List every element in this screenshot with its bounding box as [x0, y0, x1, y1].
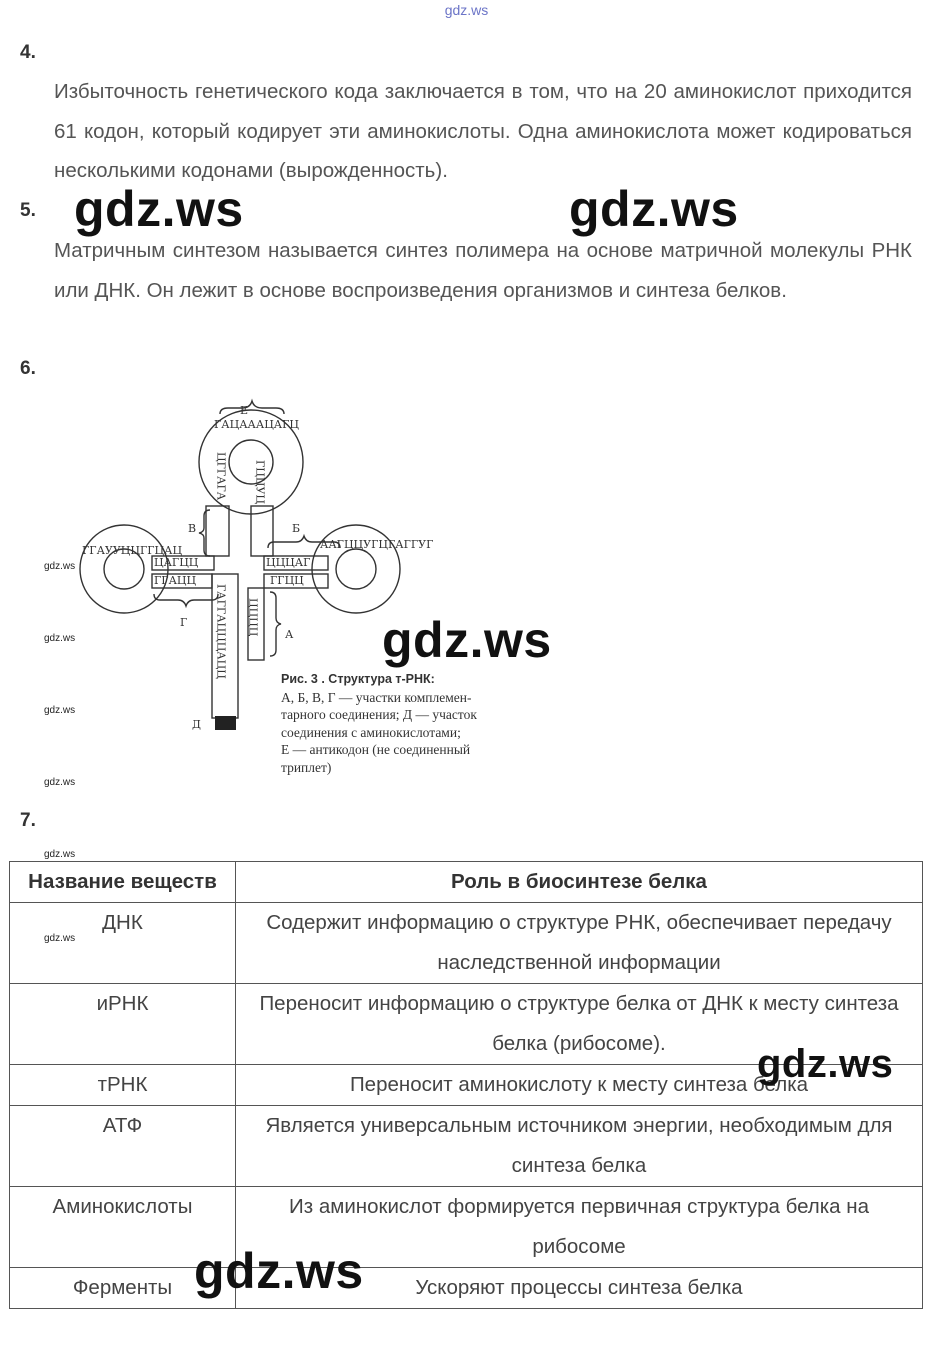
- header-role: Роль в биосинтезе белка: [236, 862, 923, 903]
- watermark: gdz.ws: [74, 181, 244, 237]
- cell-substance: АТФ: [10, 1106, 236, 1187]
- watermark-small: gdz.ws: [44, 633, 76, 644]
- question-4-number: 4.: [20, 42, 36, 63]
- strand-right-lower: ГГЦЦ: [270, 574, 304, 587]
- watermark-small: gdz.ws: [44, 933, 76, 944]
- strand-top-loop: ГАЦАААЦАГЦ: [214, 418, 299, 431]
- watermark-small: gdz.ws: [44, 849, 76, 860]
- question-7-number: 7.: [20, 810, 36, 831]
- cell-substance: тРНК: [10, 1065, 236, 1106]
- question-5-answer: Матричным синтезом называется синтез полимера на основе матричной молекулы РНК или ДНК. Он лежит в основе воспроизведения организмов и синтеза белков.: [54, 239, 912, 302]
- strand-top-left: ЦГГАГА: [214, 452, 228, 501]
- strand-top-right: ГЦЦУЦ: [253, 460, 267, 505]
- watermark: gdz.ws: [569, 181, 739, 237]
- watermark-small: gdz.ws: [44, 777, 76, 788]
- question-5-number: 5.: [20, 200, 36, 221]
- header-substance-name: Название веществ: [10, 862, 236, 903]
- cell-substance: иРНК: [10, 984, 236, 1065]
- region-label-v: В: [188, 522, 197, 535]
- cell-role: Переносит аминокислоту к месту синтеза белка: [236, 1065, 923, 1106]
- cell-role: Содержит информацию о структуре РНК, обеспечивает передачу наследственной информации: [236, 903, 923, 984]
- table-row: [10, 1187, 923, 1268]
- region-label-a: А: [285, 628, 294, 641]
- watermark-small: gdz.ws: [44, 705, 76, 716]
- figure-caption-title: Рис. 3 . Структура т-РНК:: [281, 672, 435, 686]
- region-label-e: Е: [240, 404, 249, 417]
- cell-substance: Ферменты: [10, 1268, 236, 1309]
- strand-stem-right: ЦЦЦЦ: [246, 598, 260, 637]
- table-header-row: [10, 862, 923, 903]
- region-label-g: Г: [180, 616, 188, 629]
- cell-role: Является универсальным источником энергии, необходимым для синтеза белка: [236, 1106, 923, 1187]
- strand-left-lower: ГГАЦЦ: [154, 574, 197, 587]
- question-4-answer: Избыточность генетического кода заключается в том, что на 20 аминокислот приходится 61 кодон, который кодирует эти аминокислоты. Одна аминокислота может кодироваться несколькими кодонами (вырожденность).: [54, 80, 912, 182]
- strand-stem-left: ГАГГАЦЦЦАЦЦ: [214, 584, 228, 679]
- strand-left-loop: ГГАУУЦЦГГЦАЦ: [82, 544, 183, 557]
- figure-caption: [281, 670, 551, 776]
- strand-right-loop: ААГЦЦУГЦГАГГУГ: [320, 538, 434, 551]
- cell-role: Ускоряют процессы синтеза белка: [236, 1268, 923, 1309]
- watermark-small: gdz.ws: [44, 561, 76, 572]
- watermark: gdz.ws: [382, 612, 552, 668]
- table-row: [10, 1268, 923, 1309]
- figure-caption-line: соединения с аминокислотами;: [281, 724, 461, 740]
- figure-caption-line: тарного соединения; Д — участок: [281, 707, 477, 722]
- table-row: [10, 1106, 923, 1187]
- strand-left-upper: ЦАГЦЦ: [154, 556, 199, 569]
- strand-right-upper: ЦЦЦАГ: [266, 556, 311, 569]
- cell-role: Из аминокислот формируется первичная структура белка на рибосоме: [236, 1187, 923, 1268]
- figure-caption-line: Е — антикодон (не соединенный: [281, 742, 471, 757]
- cell-role: Переносит информацию о структуре белка от ДНК к месту синтеза белка (рибосоме).: [236, 984, 923, 1065]
- region-label-d: Д: [192, 718, 201, 731]
- figure-caption-line: триплет): [281, 759, 332, 775]
- watermark: gdz.ws: [757, 1042, 894, 1086]
- cell-substance: ДНК: [10, 903, 236, 984]
- figure-caption-line: А, Б, В, Г — участки комплемен-: [281, 689, 472, 705]
- cell-substance: Аминокислоты: [10, 1187, 236, 1268]
- table-row: [10, 903, 923, 984]
- question-6-number: 6.: [20, 358, 36, 379]
- site-top-label[interactable]: gdz.ws: [444, 2, 489, 18]
- region-label-b: Б: [292, 522, 301, 535]
- watermark: gdz.ws: [194, 1243, 364, 1299]
